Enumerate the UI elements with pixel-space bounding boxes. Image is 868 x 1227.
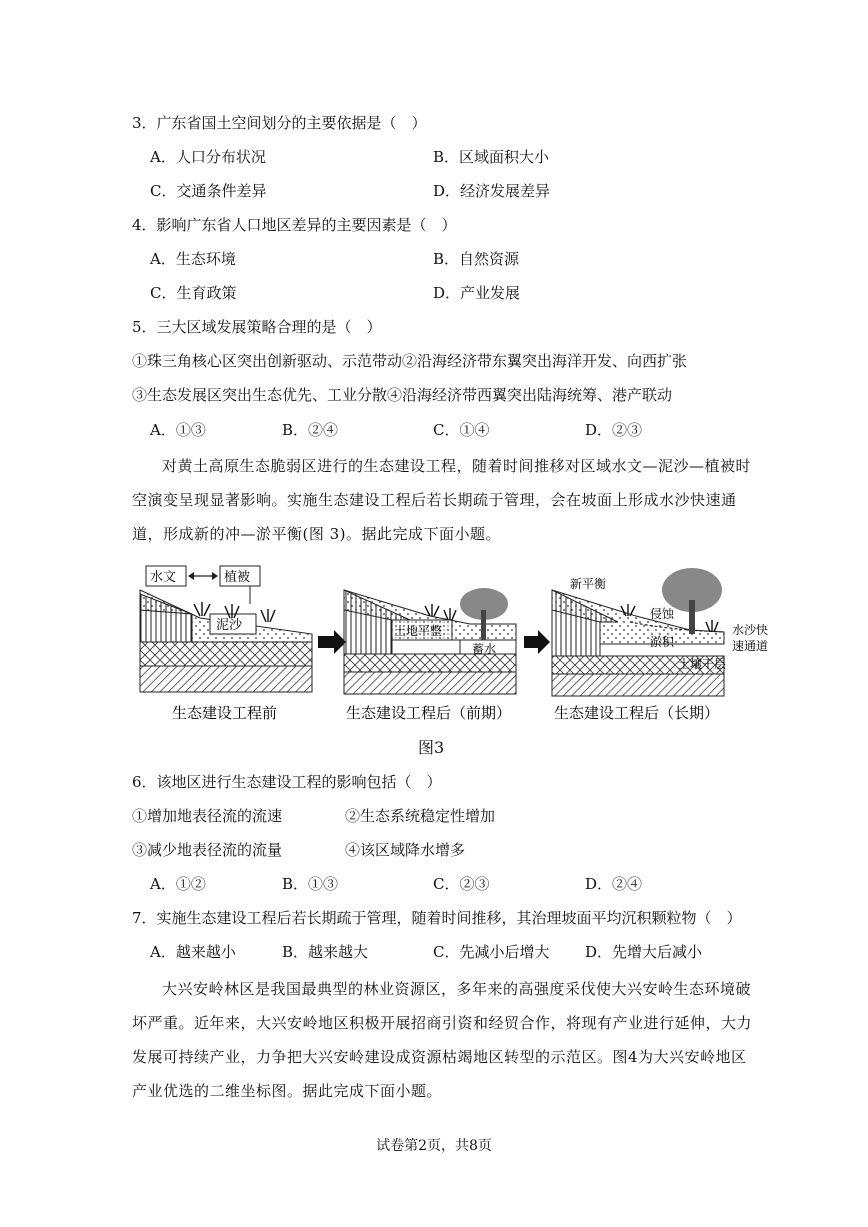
q4-option-d: D．产业发展 — [433, 284, 521, 302]
panel1-arrowhead-right — [212, 572, 218, 580]
panel1-title: 生态建设工程前 — [172, 704, 278, 722]
q7-stem: 7．实施生态建设工程后若长期疏于管理，随着时间推移，其治理坡面平均沉积颗粒物（ ） — [132, 909, 742, 927]
q3-option-b: B．区域面积大小 — [433, 148, 550, 166]
panel-after-project-early — [344, 588, 516, 722]
figure-3-caption: 图3 — [418, 738, 445, 757]
panel3-erosion-label: 侵蚀 — [650, 607, 675, 621]
q5-option-c: C．①④ — [433, 421, 490, 439]
passage-greater-khingan-text: 大兴安岭林区是我国最典型的林业资源区，多年来的高强度采伐使大兴安岭生态环境破坏严重。近年来，大兴安岭地区积极开展招商引资和经贸合作，将现有产业进行延伸，大力发展可持续产业，力争把大兴安岭建设成资源枯竭地区转型的示范区。图4为大兴安岭地区产业优选的二维坐标图。据此完成下面小题。 — [132, 980, 753, 1100]
q4-option-a: A．生态环境 — [150, 250, 236, 268]
q5-statement-1: ①珠三角核心区突出创新驱动、示范带动②沿海经济带东翼突出海洋开发、向西扩张 — [132, 352, 688, 370]
panel2-title: 生态建设工程后（前期） — [346, 704, 512, 722]
panel-after-project-long-term — [552, 568, 768, 722]
panel3-title: 生态建设工程后（长期） — [554, 704, 720, 722]
q7-option-c: C．先减小后增大 — [433, 943, 550, 961]
panel3-channel-label-1: 水沙快 — [732, 623, 769, 637]
panel3-tree-icon — [662, 568, 722, 634]
q4-option-b: B．自然资源 — [433, 250, 520, 268]
q5-option-b: B．②④ — [282, 421, 339, 439]
panel2-storage-label: 蓄水 — [472, 642, 497, 656]
figure-3-diagram — [130, 560, 780, 730]
panel3-bedrock — [552, 674, 724, 696]
q6-stem: 6．该地区进行生态建设工程的影响包括（ ） — [132, 773, 442, 791]
q5-statement-2: ③生态发展区突出生态优先、工业分散④沿海经济带西翼突出陆海统筹、港产联动 — [132, 386, 673, 404]
q4-stem: 4．影响广东省人口地区差异的主要因素是（ ） — [132, 216, 457, 234]
q3-option-c: C．交通条件差异 — [150, 182, 267, 200]
q5-option-d: D．②③ — [585, 421, 643, 439]
q3-stem: 3．广东省国土空间划分的主要依据是（ ） — [132, 114, 427, 132]
q6-option-c: C．②③ — [433, 875, 490, 893]
panel1-arrowhead-left — [188, 572, 194, 580]
q7-option-b: B．越来越大 — [282, 943, 369, 961]
q3-option-d: D．经济发展差异 — [433, 182, 551, 200]
q4-option-c: C．生育政策 — [150, 284, 237, 302]
panel1-sediment-label: 泥沙 — [216, 618, 243, 633]
panel1-soil-layer — [140, 642, 312, 666]
panel2-bedrock — [344, 672, 516, 694]
q7-option-d: D．先增大后减小 — [585, 943, 703, 961]
q6-option-b: B．①③ — [282, 875, 339, 893]
q3-option-a: A．人口分布状况 — [150, 148, 266, 166]
q6-option-d: D．②④ — [585, 875, 643, 893]
arrow-2-icon — [524, 630, 550, 654]
q6-statement-1: ①增加地表径流的流速 — [132, 807, 283, 825]
arrow-1-icon — [318, 630, 346, 654]
passage-loess-plateau-text: 对黄土高原生态脆弱区进行的生态建设工程，随着时间推移对区域水文—泥沙—植被时空演变呈现显著影响。实施生态建设工程后若长期疏于管理，会在坡面上形成水沙快速通道，形成新的冲—淤平衡(图 3)。据此完成下面小题。 — [132, 457, 752, 543]
q5-stem: 5．三大区域发展策略合理的是（ ） — [132, 318, 382, 336]
panel-before-project — [140, 566, 312, 722]
q5-option-a: A．①③ — [150, 421, 206, 439]
q6-statement-3: ③减少地表径流的流量 — [132, 841, 283, 859]
q7-option-a: A．越来越小 — [150, 943, 236, 961]
page-footer: 试卷第2页，共8页 — [376, 1138, 492, 1154]
panel2-soil-layer — [344, 654, 516, 672]
q6-option-a: A．①② — [150, 875, 206, 893]
panel3-dry-layer-label: 土壤干层 — [678, 657, 727, 671]
passage-greater-khingan — [132, 972, 752, 1108]
panel1-bedrock — [140, 666, 312, 692]
panel3-deposition-label: 淤积 — [650, 635, 675, 649]
panel3-new-balance-label: 新平衡 — [570, 577, 607, 591]
panel3-channel-label-2: 速通道 — [732, 639, 769, 653]
passage-loess-plateau — [132, 449, 752, 551]
q6-statement-4: ④该区域降水增多 — [345, 841, 466, 859]
panel1-hydrology-label: 水文 — [150, 570, 177, 585]
panel2-leveling-label: 土地平整 — [394, 624, 443, 638]
panel1-vegetation-label: 植被 — [224, 570, 251, 585]
q6-statement-2: ②生态系统稳定性增加 — [345, 807, 496, 825]
